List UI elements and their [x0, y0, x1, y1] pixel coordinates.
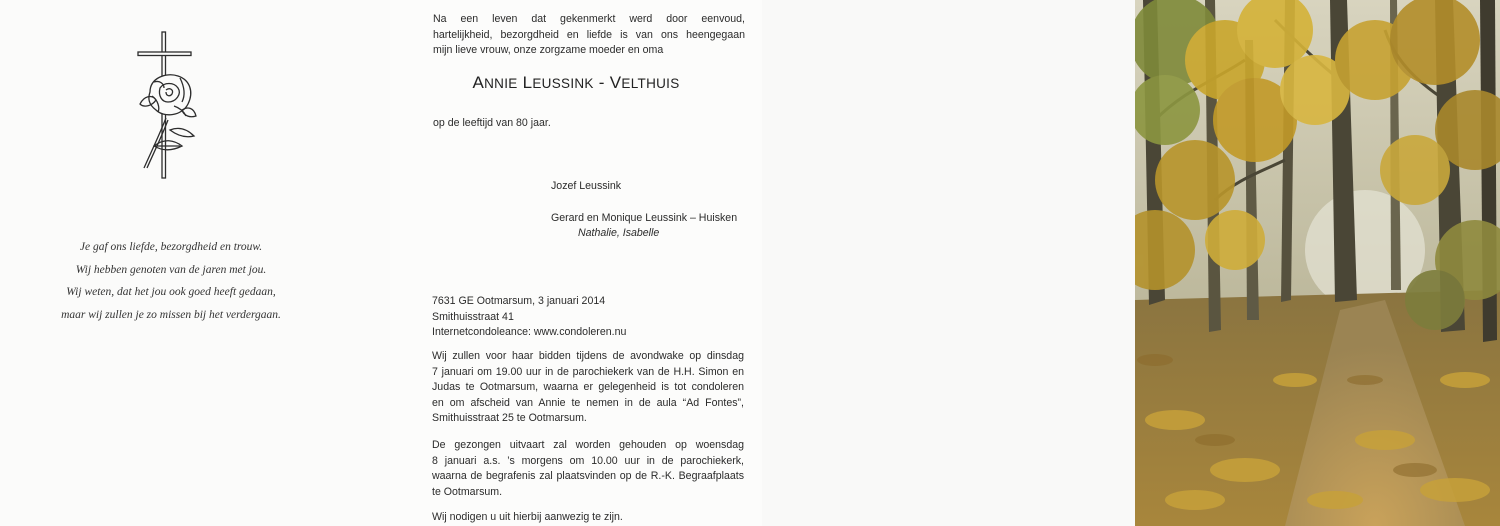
- funeral-line: waarna de begrafenis zal plaatsvinden op de R.-K. Begraafplaats: [432, 470, 744, 482]
- children-names: Gerard en Monique Leussink – Huisken: [551, 212, 738, 224]
- name-initial: A: [472, 73, 485, 92]
- poem-line: Wij weten, dat het jou ook goed heeft gedaan,: [66, 286, 276, 298]
- name-rest: EUSSINK: [532, 76, 594, 91]
- poem-line: Wij hebben genoten van de jaren met jou.: [75, 263, 267, 276]
- left-panel: [0, 0, 390, 526]
- name-initial: V: [609, 73, 622, 92]
- funeral-line: te Ootmarsum.: [432, 485, 503, 498]
- poem: [30, 236, 312, 326]
- name-separator: -: [598, 73, 605, 92]
- funeral-line: 8 januari a.s. ’s morgens om 10.00 uur in de parochiekerk,: [432, 454, 744, 467]
- intro-text: [433, 12, 745, 59]
- name-initial: L: [522, 73, 533, 92]
- funeral-paragraph: [432, 438, 744, 500]
- name-rest: ELTHUIS: [621, 76, 680, 91]
- announcement-panel: [390, 0, 762, 526]
- wake-line: 7 januari om 19.00 uur in de parochiekerk van de H.H. Simon en: [432, 365, 744, 378]
- husband-name: Jozef Leussink: [551, 180, 622, 192]
- intro-line: Na een leven dat gekenmerkt werd door eenvoud,: [433, 13, 745, 25]
- closing-line: Wij nodigen u uit hierbij aanwezig te zijn.: [432, 511, 623, 523]
- address-block: [432, 294, 626, 341]
- name-rest: NNIE: [484, 76, 518, 91]
- wake-line: en om afscheid van Annie te nemen in de aula “Ad Fontes”,: [432, 396, 744, 409]
- wake-paragraph: [432, 349, 744, 427]
- blank-panel: [762, 0, 1135, 526]
- place-date: 7631 GE Ootmarsum, 3 januari 2014: [432, 295, 606, 307]
- deceased-name: [390, 73, 762, 93]
- poem-line: maar wij zullen je zo missen bij het verdergaan.: [61, 308, 281, 321]
- wake-line: Wij zullen voor haar bidden tijdens de avondwake op dinsdag: [432, 350, 744, 362]
- funeral-line: De gezongen uitvaart zal worden gehouden op woensdag: [432, 439, 744, 451]
- condolence-line: Internetcondoleance: www.condoleren.nu: [432, 326, 627, 338]
- autumn-forest-path-photo: [1135, 0, 1500, 526]
- poem-line: Je gaf ons liefde, bezorgdheid en trouw.: [79, 241, 263, 253]
- wake-line: Smithuisstraat 25 te Ootmarsum.: [432, 412, 587, 424]
- grandchildren-names: Nathalie, Isabelle: [578, 227, 660, 239]
- cross-with-rose-icon: [130, 30, 200, 182]
- intro-line: hartelijkheid, bezorgdheid en liefde is van ons heengegaan: [433, 28, 745, 41]
- street-address: Smithuisstraat 41: [432, 310, 514, 323]
- intro-line: mijn lieve vrouw, onze zorgzame moeder en oma: [433, 44, 664, 56]
- age-line: op de leeftijd van 80 jaar.: [433, 117, 551, 129]
- wake-line: Judas te Ootmarsum, waarna er gelegenheid is tot condoleren: [432, 381, 744, 393]
